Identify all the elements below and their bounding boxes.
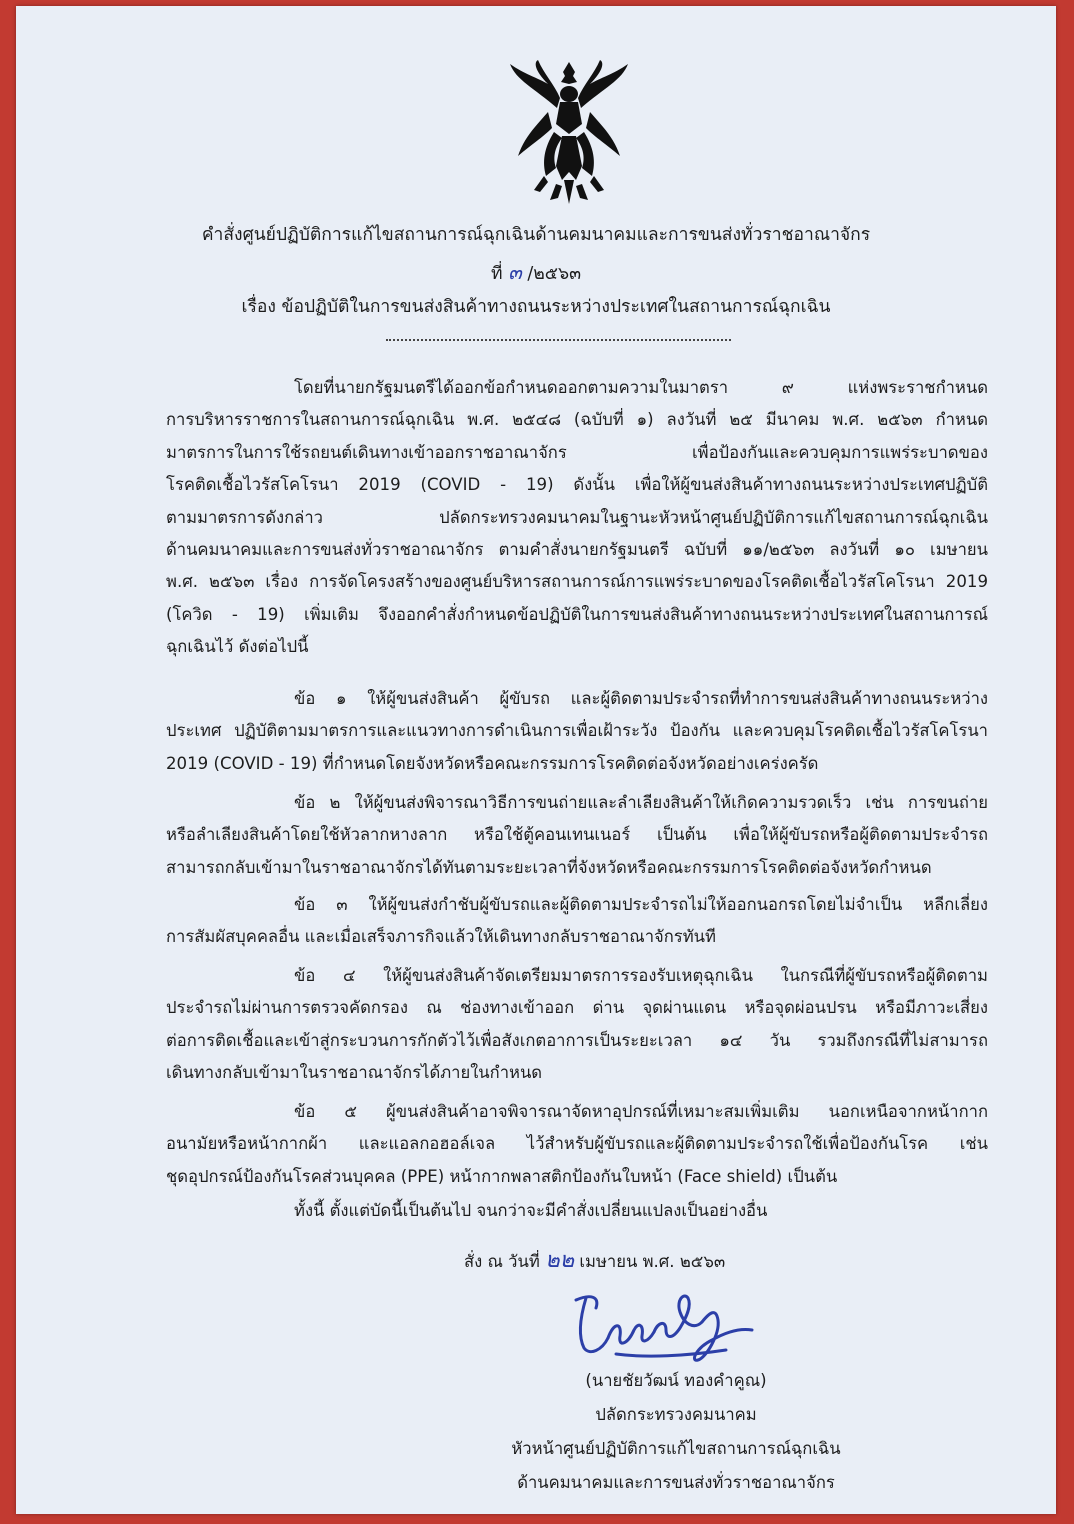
text-line: 2019 (COVID - 19) ที่กำหนดโดยจังหวัดหรือคณะกรรมการโรคติดต่อจังหวัดอย่างเคร่งครัด [166,753,819,773]
effective-clause: ทั้งนี้ ตั้งแต่บัดนี้เป็นต้นไป จนกว่าจะมีคำสั่งเปลี่ยนแปลงเป็นอย่างอื่น [294,1201,768,1220]
item-1-paragraph [166,683,988,780]
text-line: ตามมาตรการดังกล่าว ปลัดกระทรวงคมนาคมในฐานะหัวหน้าศูนย์ปฏิบัติการแก้ไขสถานการณ์ฉุกเฉิน [166,507,988,527]
order-number-year: /๒๕๖๓ [527,264,582,284]
text-line: ชุดอุปกรณ์ป้องกันโรคส่วนบุคคล (PPE) หน้ากากพลาสติกป้องกันใบหน้า (Face shield) เป็นต้น [166,1166,838,1186]
order-subject: เรื่อง ข้อปฏิบัติในการขนส่งสินค้าทางถนนระหว่างประเทศในสถานการณ์ฉุกเฉิน [241,297,831,317]
date-prefix: สั่ง ณ วันที่ [464,1252,540,1271]
order-number [16,256,1056,288]
date-rest: เมษายน พ.ศ. ๒๕๖๓ [579,1252,726,1271]
order-date [464,1242,725,1277]
document-page [16,6,1056,1514]
item-5-paragraph [166,1096,988,1193]
text-line: ประจำรถไม่ผ่านการตรวจคัดกรอง ณ ช่องทางเข้าออก ด่าน จุดผ่านแดน หรือจุดผ่อนปรน หรือมีภาวะเสี่ยง [166,998,988,1018]
preamble-paragraph [166,372,988,664]
item-2-paragraph [166,787,988,884]
garuda-emblem-icon [504,58,634,208]
text-line: ฉุกเฉินไว้ ดังต่อไปนี้ [166,637,309,657]
text-line: การบริหารราชการในสถานการณ์ฉุกเฉิน พ.ศ. ๒๕๔๘ (ฉบับที่ ๑) ลงวันที่ ๒๕ มีนาคม พ.ศ. ๒๕๖๓ กำหนด [166,410,988,430]
text-line: ประเทศ ปฏิบัติตามมาตรการและแนวทางการดำเนินการเพื่อเฝ้าระวัง ป้องกัน และควบคุมโรคติดเชื้อไวรัสโคโรนา [166,721,988,741]
signatory-title-1: ปลัดกระทรวงคมนาคม [595,1405,757,1424]
text-line: ด้านคมนาคมและการขนส่งทั่วราชอาณาจักร ตามคำสั่งนายกรัฐมนตรี ฉบับที่ ๑๑/๒๕๖๓ ลงวันที่ ๑๐ เมษายน [166,539,988,559]
text-line: สามารถกลับเข้ามาในราชอาณาจักรได้ทันตามระยะเวลาที่จังหวัดหรือคณะกรรมการโรคติดต่อจังหวัดกำหนด [166,857,932,877]
order-number-prefix: ที่ [490,264,503,284]
header-divider [386,339,731,341]
order-number-handwritten: ๓ [508,260,522,284]
order-title: คำสั่งศูนย์ปฏิบัติการแก้ไขสถานการณ์ฉุกเฉินด้านคมนาคมและการขนส่งทั่วราชอาณาจักร [201,225,871,245]
text-line: อนามัยหรือหน้ากากผ้า และแอลกอฮอล์เจล ไว้สำหรับผู้ขับรถและผู้ติดตามประจำรถใช้เพื่อป้องกันโรค เช่น [166,1134,988,1154]
item-4-paragraph [166,960,988,1090]
text-line: มาตรการในการใช้รถยนต์เดินทางเข้าออกราชอาณาจักร เพื่อป้องกันและควบคุมการแพร่ระบาดของ [166,442,988,462]
text-line: ต่อการติดเชื้อและเข้าสู่กระบวนการกักตัวไว้เพื่อสังเกตอาการเป็นระยะเวลา ๑๔ วัน รวมถึงกรณีที่ไม่สามารถ [166,1030,988,1050]
text-line: การสัมผัสบุคคลอื่น และเมื่อเสร็จภารกิจแล้วให้เดินทางกลับราชอาณาจักรทันที [166,927,716,947]
text-line: หรือลำเลียงสินค้าโดยใช้หัวลากหางลาก หรือใช้ตู้คอนเทนเนอร์ เป็นต้น เพื่อให้ผู้ขับรถหรือผู้ติดตามประจำรถ [166,825,988,845]
signatory-name: (นายชัยวัฒน์ ทองคำคูณ) [585,1371,767,1390]
text-line: เดินทางกลับเข้ามาในราชอาณาจักรได้ภายในกำหนด [166,1063,543,1083]
text-line: พ.ศ. ๒๕๖๓ เรื่อง การจัดโครงสร้างของศูนย์บริหารสถานการณ์การแพร่ระบาดของโรคติดเชื้อไวรัสโคโรนา 2019 [166,572,988,592]
signatory-title-3: ด้านคมนาคมและการขนส่งทั่วราชอาณาจักร [517,1473,835,1492]
handwritten-signature [556,1278,766,1368]
text-line: ข้อ ๓ ให้ผู้ขนส่งกำชับผู้ขับรถและผู้ติดตามประจำรถไม่ให้ออกนอกรถโดยไม่จำเป็น หลีกเลี่ยง [294,895,988,914]
item-3-paragraph [166,889,988,954]
text-line: ข้อ ๔ ให้ผู้ขนส่งสินค้าจัดเตรียมมาตรการรองรับเหตุฉุกเฉิน ในกรณีที่ผู้ขับรถหรือผู้ติดตาม [294,966,988,985]
text-line: (โควิด - 19) เพิ่มเติม จึงออกคำสั่งกำหนดข้อปฏิบัติในการขนส่งสินค้าทางถนนระหว่างประเทศในสถานการณ์ [166,604,988,624]
date-day-handwritten: ๒๒ [545,1248,575,1273]
text-line: ข้อ ๒ ให้ผู้ขนส่งพิจารณาวิธีการขนถ่ายและลำเลียงสินค้าให้เกิดความรวดเร็ว เช่น การขนถ่าย [294,793,988,812]
text-line: โรคติดเชื้อไวรัสโคโรนา 2019 (COVID - 19) ดังนั้น เพื่อให้ผู้ขนส่งสินค้าทางถนนระหว่างประเทศปฏิบัติ [166,475,988,495]
text-line: โดยที่นายกรัฐมนตรีได้ออกข้อกำหนดออกตามความในมาตรา ๙ แห่งพระราชกำหนด [294,378,988,397]
signatory-title-2: หัวหน้าศูนย์ปฏิบัติการแก้ไขสถานการณ์ฉุกเฉิน [511,1439,841,1458]
text-line: ข้อ ๕ ผู้ขนส่งสินค้าอาจพิจารณาจัดหาอุปกรณ์ที่เหมาะสมเพิ่มเติม นอกเหนือจากหน้ากาก [294,1102,988,1121]
text-line: ข้อ ๑ ให้ผู้ขนส่งสินค้า ผู้ขับรถ และผู้ติดตามประจำรถที่ทำการขนส่งสินค้าทางถนนระหว่าง [294,689,988,708]
